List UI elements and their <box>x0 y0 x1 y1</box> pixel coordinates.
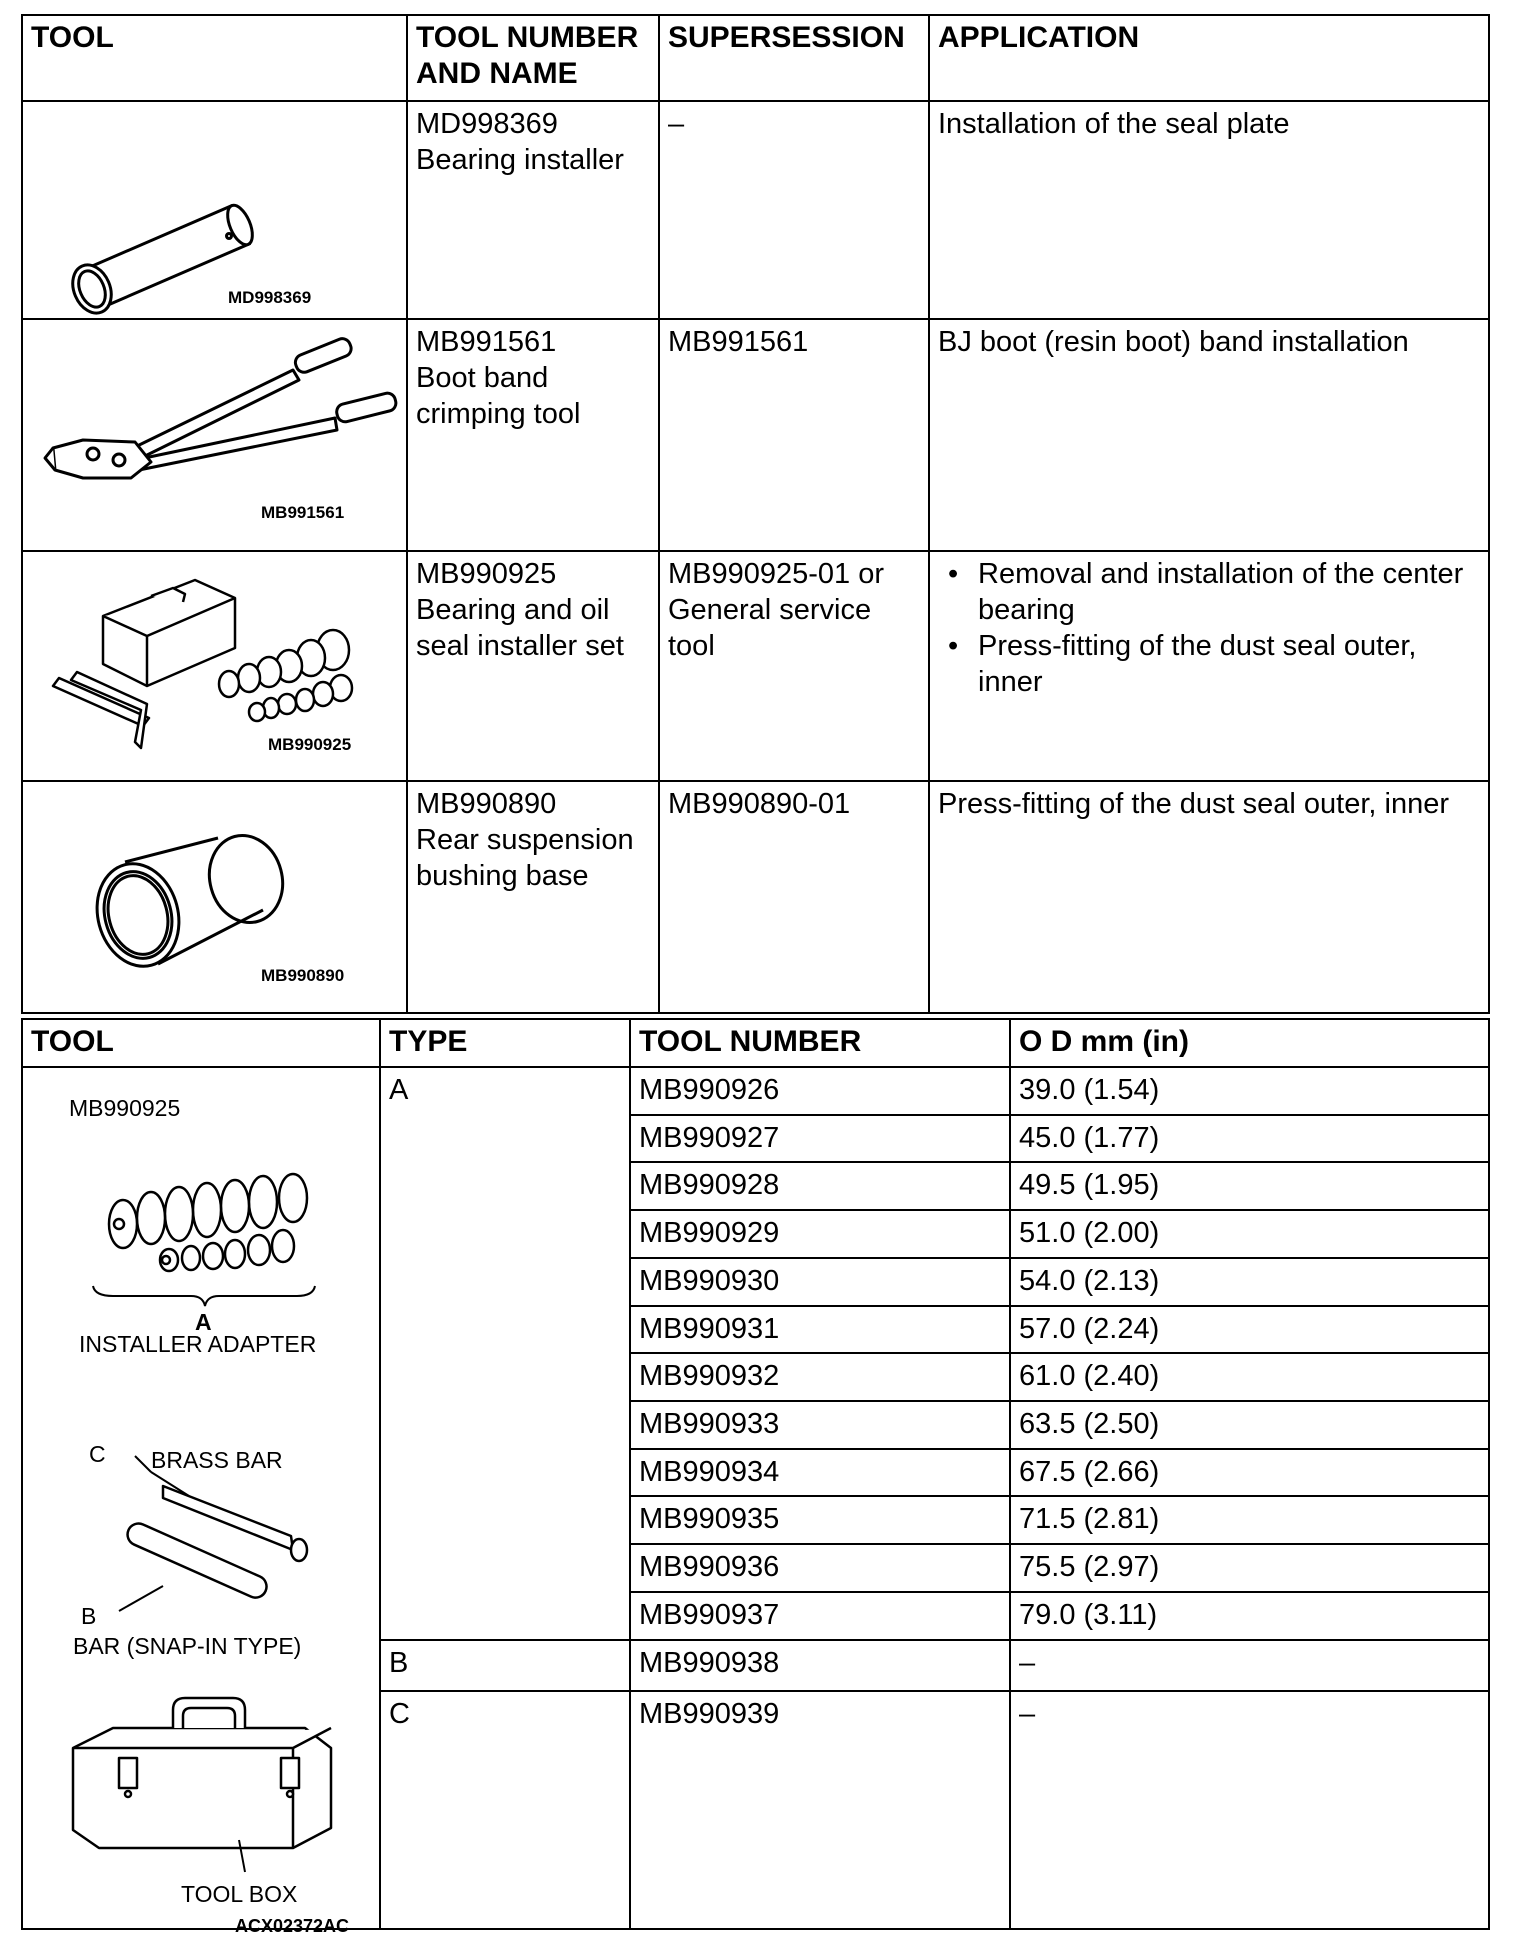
tool-image-label: MB991561 <box>261 503 345 522</box>
figure-code: ACX02372AC <box>235 1916 350 1936</box>
type-cell: B <box>380 1640 630 1692</box>
application-cell: BJ boot (resin boot) band installation <box>929 319 1489 551</box>
tool-name: Rear suspension bushing base <box>416 824 634 892</box>
set-label: MB990925 <box>69 1095 181 1121</box>
brass-bar-letter: C <box>89 1441 106 1467</box>
tool-number-name-cell <box>407 781 659 1013</box>
tool-number: MB991561 <box>416 326 557 358</box>
tool-number-cell: MB990938 <box>630 1640 1010 1692</box>
tool-image-label: MB990925 <box>268 735 352 754</box>
od-cell: 39.0 (1.54) <box>1010 1067 1489 1115</box>
tool-number-name-cell <box>407 319 659 551</box>
tool-number-cell: MB990926 <box>630 1067 1010 1115</box>
od-cell: – <box>1010 1640 1489 1692</box>
supersession-cell: MB990890-01 <box>659 781 929 1013</box>
tool-image-cell <box>22 781 407 1013</box>
snap-bar-letter: B <box>81 1603 97 1629</box>
od-cell: 63.5 (2.50) <box>1010 1401 1489 1449</box>
od-cell: 75.5 (2.97) <box>1010 1544 1489 1592</box>
od-cell: 54.0 (2.13) <box>1010 1258 1489 1306</box>
tool-number-cell: MB990936 <box>630 1544 1010 1592</box>
installer-set-parts-illustration <box>23 1068 379 1928</box>
table-row <box>22 319 1489 551</box>
tool-number-cell: MB990928 <box>630 1162 1010 1210</box>
tool-image-label: MB990890 <box>261 966 345 985</box>
application-cell: Installation of the seal plate <box>929 101 1489 319</box>
table-header-row <box>22 1019 1489 1067</box>
header-tool-number: TOOL NUMBER <box>630 1019 1010 1067</box>
boot-band-crimping-tool-illustration <box>23 320 403 548</box>
supersession-cell: MB990925-01 or General service tool <box>659 551 929 781</box>
tool-number: MD998369 <box>416 108 558 140</box>
od-cell: 61.0 (2.40) <box>1010 1353 1489 1401</box>
tool-name: Bearing and oil seal installer set <box>416 594 624 662</box>
od-cell: 67.5 (2.66) <box>1010 1449 1489 1497</box>
tool-box-label: TOOL BOX <box>181 1881 298 1907</box>
installer-adapter-table <box>21 1018 1490 1936</box>
tool-number-cell: MB990935 <box>630 1496 1010 1544</box>
tool-number-cell: MB990927 <box>630 1115 1010 1163</box>
tool-illustration-cell <box>22 1067 380 1936</box>
table-row <box>22 781 1489 1013</box>
tool-number-name-cell <box>407 101 659 319</box>
tool-image-cell <box>22 551 407 781</box>
application-cell <box>929 551 1489 781</box>
application-list <box>938 556 1480 700</box>
table-row <box>22 101 1489 319</box>
supersession-cell: MB991561 <box>659 319 929 551</box>
tool-number-cell: MB990939 <box>630 1691 1010 1929</box>
type-cell: C <box>380 1691 630 1929</box>
header-tool: TOOL <box>22 15 407 101</box>
tool-number: MB990925 <box>416 558 557 590</box>
od-cell: 51.0 (2.00) <box>1010 1210 1489 1258</box>
tool-name: Boot band crimping tool <box>416 362 581 430</box>
od-cell: 45.0 (1.77) <box>1010 1115 1489 1163</box>
type-cell: A <box>380 1067 630 1640</box>
tool-number-cell: MB990931 <box>630 1306 1010 1354</box>
tool-name: Bearing installer <box>416 144 624 176</box>
header-supersession: SUPERSESSION <box>659 15 929 101</box>
special-tools-table <box>21 14 1490 1014</box>
header-type: TYPE <box>380 1019 630 1067</box>
od-cell: – <box>1010 1691 1489 1929</box>
tool-number-cell: MB990930 <box>630 1258 1010 1306</box>
od-cell: 57.0 (2.24) <box>1010 1306 1489 1354</box>
list-item: • Removal and installation of the center bearing <box>978 556 1480 628</box>
tool-number-cell: MB990933 <box>630 1401 1010 1449</box>
table-header-row <box>22 15 1489 101</box>
header-tool-number-name: TOOL NUMBER AND NAME <box>407 15 659 101</box>
tool-number-name-cell <box>407 551 659 781</box>
od-cell: 49.5 (1.95) <box>1010 1162 1489 1210</box>
tool-image-label: MD998369 <box>228 288 312 307</box>
tool-image-cell <box>22 101 407 319</box>
installer-adapter-label: INSTALLER ADAPTER <box>79 1331 317 1357</box>
brass-bar-label: BRASS BAR <box>151 1447 283 1473</box>
tool-number-cell: MB990937 <box>630 1592 1010 1640</box>
od-cell: 79.0 (3.11) <box>1010 1592 1489 1640</box>
header-application: APPLICATION <box>929 15 1489 101</box>
adapter-letter: A <box>195 1309 212 1335</box>
application-cell: Press-fitting of the dust seal outer, inner <box>929 781 1489 1013</box>
header-od: O D mm (in) <box>1010 1019 1489 1067</box>
supersession-cell: – <box>659 101 929 319</box>
snap-bar-label: BAR (SNAP-IN TYPE) <box>73 1633 302 1659</box>
tool-number-cell: MB990929 <box>630 1210 1010 1258</box>
header-tool: TOOL <box>22 1019 380 1067</box>
tool-image-cell <box>22 319 407 551</box>
bearing-installer-illustration <box>23 102 403 316</box>
list-item: • Press-fitting of the dust seal outer, inner <box>978 628 1480 700</box>
bushing-base-illustration <box>23 782 403 1010</box>
tool-number-cell: MB990932 <box>630 1353 1010 1401</box>
table-row <box>22 1067 1489 1115</box>
table-row <box>22 551 1489 781</box>
tool-number-cell: MB990934 <box>630 1449 1010 1497</box>
od-cell: 71.5 (2.81) <box>1010 1496 1489 1544</box>
tool-number: MB990890 <box>416 788 557 820</box>
